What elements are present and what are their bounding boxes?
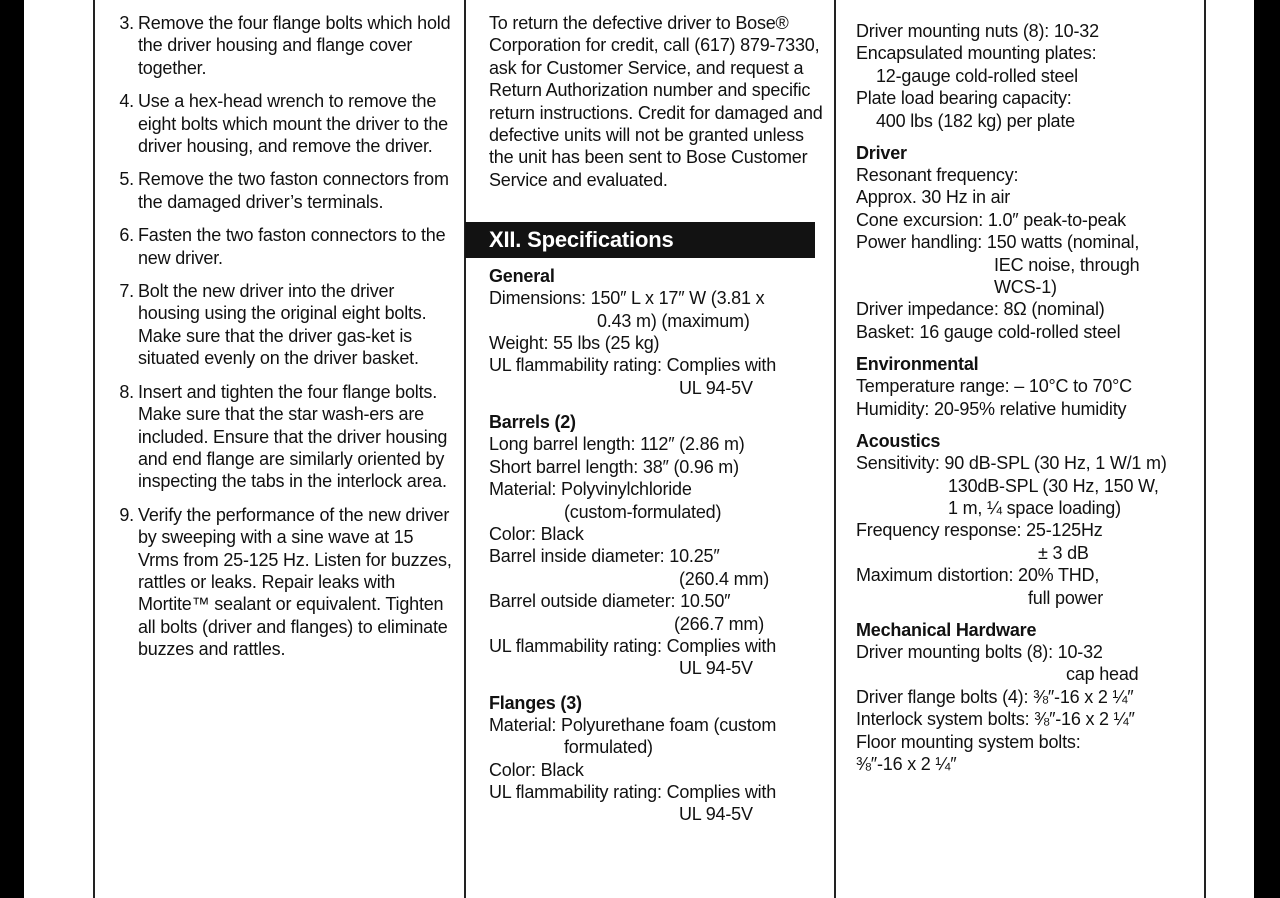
step-item [112,90,452,157]
spec-line-continued: IEC noise, through [994,254,1140,275]
step-text: Fasten the two faston connectors to the new driver. [138,225,446,268]
step-text: Remove the two faston connectors from the damaged driver’s terminals. [138,169,449,212]
spec-line: Approx. 30 Hz in air [856,187,1011,208]
spec-line: Material: Polyvinylchloride [489,479,692,500]
spec-line-continued: ± 3 dB [1038,542,1089,563]
step-item [112,12,452,79]
spec-line: UL flammability rating: Complies with [489,781,777,802]
spec-line-continued: 0.43 m) (maximum) [597,310,750,331]
spec-line: Driver impedance: 8Ω (nominal) [856,299,1105,320]
spec-line: Interlock system bolts: ⅜″-16 x 2 ¼″ [856,709,1135,730]
spec-line: UL flammability rating: Complies with [489,635,777,656]
barrels-heading: Barrels (2) [489,412,576,433]
spec-line: Long barrel length: 112″ (2.86 m) [489,434,745,455]
spec-line-continued: 1 m, ¼ space loading) [948,497,1121,518]
return-and-specs-column [489,12,824,838]
spec-line: Barrel outside diameter: 10.50″ [489,591,731,612]
step-number: 9. [119,504,134,525]
spec-line-continued: full power [1028,587,1104,608]
flanges-specs [489,692,824,826]
replacement-steps-list [112,12,452,661]
spec-line-continued: cap head [1066,664,1139,685]
acoustics-heading: Acoustics [856,431,941,452]
return-instructions: To return the defective driver to Bose® Corporation for credit, call (617) 879-7330, ask for Customer Service, and request a Return Authorization number and specific return instructions. Credit for damaged and defective units will not be granted unless the unit has been sent to Bose Customer Service and evaluated. [489,13,823,190]
spec-line: Driver mounting nuts (8): 10-32 [856,21,1099,41]
spec-line: Temperature range: – 10°C to 70°C [856,376,1132,397]
column-divider-middle-left [464,0,466,898]
spec-line: Frequency response: 25-125Hz [856,520,1103,541]
step-item [112,280,452,370]
step-number: 3. [119,13,134,33]
step-text: Verify the performance of the new driver by sweeping with a sine wave at 15 Vrms from 25-125 Hz. Listen for buzzes, rattles or leaks. Repair leaks with Mortite™ sealant or equivalent. Tighten all bolts (driver and flanges) to eliminate buzzes and rattles. [138,504,452,660]
spec-line-continued: UL 94-5V [679,804,753,825]
step-text: Insert and tighten the four flange bolts. Make sure that the star wash-ers are included. Ensure that the driver housing and end flange are similarly oriented by inspecting the tabs in the interlock area. [138,381,448,492]
step-number: 6. [119,225,134,246]
spec-line-continued: (266.7 mm) [674,613,765,634]
spec-line: Maximum distortion: 20% THD, [856,565,1100,586]
spec-line-continued: formulated) [564,737,653,758]
step-item [112,381,452,493]
spec-line: Sensitivity: 90 dB-SPL (30 Hz, 1 W/1 m) [856,453,1167,474]
spec-line: Floor mounting system bolts: [856,731,1081,752]
step-number: 8. [119,381,134,402]
spec-line: Material: Polyurethane foam (custom [489,714,777,735]
step-number: 7. [119,281,134,302]
spec-line-continued: 400 lbs (182 kg) per plate [876,110,1075,131]
specs-continued-column [856,20,1206,785]
spec-line: Driver flange bolts (4): ⅜″-16 x 2 ¼″ [856,686,1134,707]
spec-line: Dimensions: 150″ L x 17″ W (3.81 x [489,288,765,309]
column-divider-middle-right [834,0,836,898]
spec-line: Weight: 55 lbs (25 kg) [489,333,660,354]
manual-page [24,0,1254,898]
spec-line-continued: 130dB-SPL (30 Hz, 150 W, [948,475,1159,496]
step-item [112,168,452,213]
hardware-specs [856,619,1206,775]
spec-line: Resonant frequency: [856,165,1019,186]
spec-line: Cone excursion: 1.0″ peak-to-peak [856,209,1126,230]
spec-line: Color: Black [489,759,584,780]
spec-line-continued: (custom-formulated) [564,501,722,522]
step-text: Use a hex-head wrench to remove the eight bolts which mount the driver to the driver housing, and remove the driver. [138,91,448,157]
spec-line: Barrel inside diameter: 10.25″ [489,546,720,567]
spec-line-continued: (260.4 mm) [679,568,770,589]
flanges-heading: Flanges (3) [489,692,582,713]
mounting-specs [856,20,1206,132]
spec-line-continued: WCS-1) [994,277,1057,298]
spec-line: Power handling: 150 watts (nominal, [856,232,1140,253]
spec-line: ⅜″-16 x 2 ¼″ [856,753,957,774]
driver-specs [856,142,1206,343]
replacement-steps-column [112,12,452,672]
spec-line: Encapsulated mounting plates: [856,43,1097,64]
spec-line: Humidity: 20-95% relative humidity [856,398,1127,419]
hardware-heading: Mechanical Hardware [856,619,1037,640]
step-number: 4. [119,91,134,112]
barrels-specs [489,411,824,679]
spec-line: Basket: 16 gauge cold-rolled steel [856,321,1121,342]
section-title-bar: XII. Specifications [465,222,815,258]
step-item [112,224,452,269]
acoustics-specs [856,430,1206,609]
spec-line: Color: Black [489,523,584,544]
spec-line: UL flammability rating: Complies with [489,355,777,376]
general-specs [489,265,824,399]
step-text: Remove the four flange bolts which hold the driver housing and flange cover together. [138,13,451,78]
environmental-heading: Environmental [856,354,979,375]
step-number: 5. [119,169,134,190]
spec-line: Short barrel length: 38″ (0.96 m) [489,456,739,477]
spec-line: Driver mounting bolts (8): 10-32 [856,641,1103,662]
step-text: Bolt the new driver into the driver housing using the original eight bolts. Make sure that the driver gas-ket is situated evenly on the driver basket. [138,281,427,369]
environmental-specs [856,353,1206,420]
general-heading: General [489,266,555,287]
spec-line-continued: UL 94-5V [679,377,753,398]
spec-line-continued: UL 94-5V [679,658,753,679]
driver-heading: Driver [856,143,907,164]
spec-line-continued: 12-gauge cold-rolled steel [876,65,1078,86]
step-item [112,504,452,661]
spec-line: Plate load bearing capacity: [856,88,1072,109]
column-divider-left [93,0,95,898]
